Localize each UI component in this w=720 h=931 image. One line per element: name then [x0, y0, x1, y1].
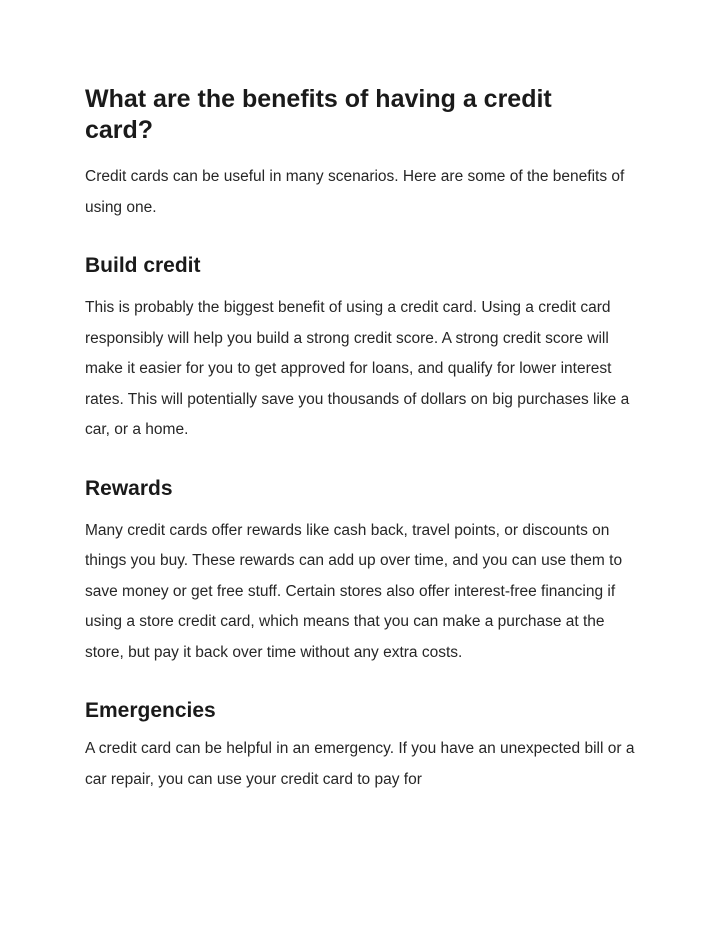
section-heading: Rewards [85, 476, 173, 500]
section-build-credit [85, 253, 640, 446]
intro-paragraph: Credit cards can be useful in many scenarios. Here are some of the benefits of using one. [85, 168, 625, 216]
section-heading: Build credit [85, 254, 201, 277]
page-title: What are the benefits of having a credit card? [85, 85, 552, 144]
section-body: This is probably the biggest benefit of using a credit card. Using a credit card responsibly will help you build a strong credit score. A strong credit score will make it easier for you to get approved for loans, and qualify for lower interest rates. This will potentially save you thousands of dollars on big purchases like a car, or a home. [85, 299, 630, 438]
section-rewards [85, 476, 640, 669]
section-heading: Emergencies [85, 699, 216, 722]
section-body: Many credit cards offer rewards like cash back, travel points, or discounts on things you buy. These rewards can add up over time, and you can use them to save money or get free stuff. Certain stores also offer interest-free financing if using a store credit card, which means that you can make a purchase at the store, but pay it back over time without any extra costs. [85, 521, 623, 661]
section-emergencies [85, 698, 640, 795]
section-body: A credit card can be helpful in an emergency. If you have an unexpected bill or a car repair, you can use your credit card to pay for [85, 740, 635, 788]
